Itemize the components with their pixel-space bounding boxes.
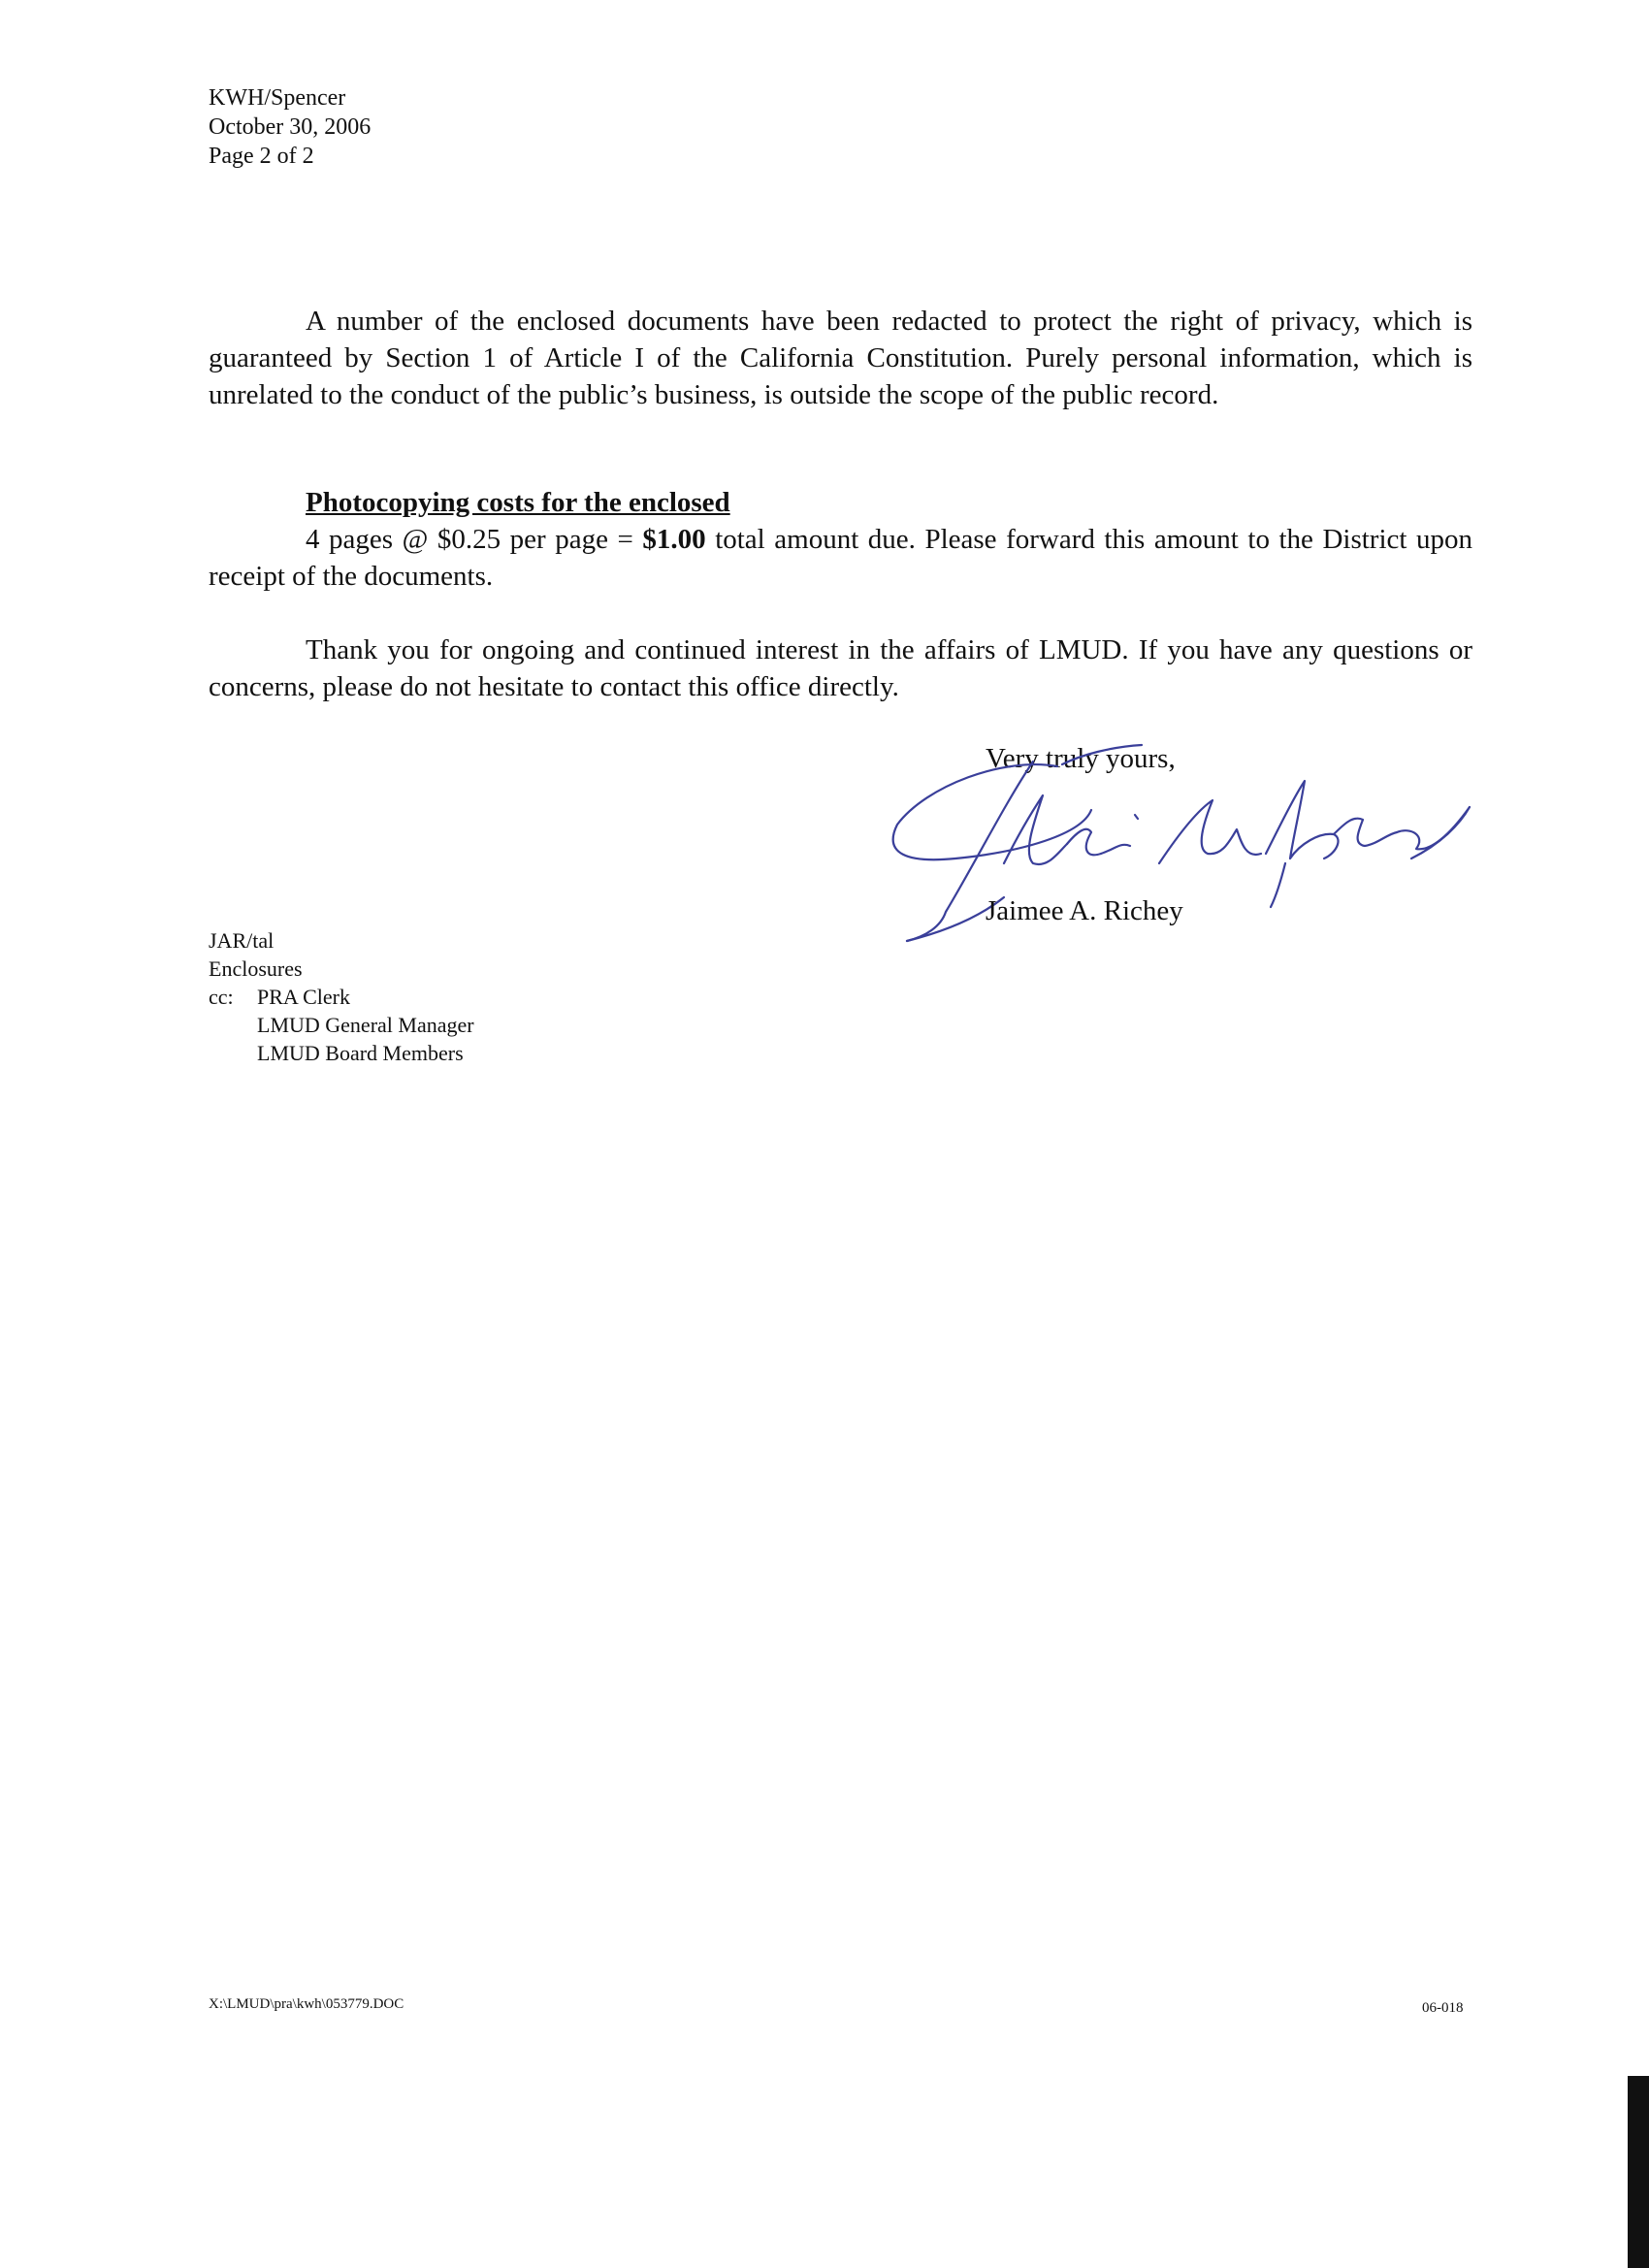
header-date: October 30, 2006 bbox=[209, 114, 372, 140]
photocopy-text-after: total amount due. Please forward this amount to the District upon receipt of the documents. bbox=[209, 524, 1472, 592]
photocopy-text-before: 4 pages @ $0.25 per page = bbox=[306, 524, 643, 555]
footer-document-number: 06-018 bbox=[1422, 2000, 1464, 2016]
letter-notations bbox=[209, 926, 474, 1067]
handwritten-signature bbox=[888, 718, 1489, 960]
cc-recipient-list bbox=[257, 983, 474, 1067]
photocopy-section bbox=[209, 484, 1472, 595]
header-recipient: KWH/Spencer bbox=[209, 85, 346, 111]
letter-header bbox=[209, 83, 371, 171]
cc-recipient: LMUD General Manager bbox=[257, 1013, 474, 1037]
cc-block bbox=[209, 983, 474, 1067]
footer-file-path: X:\LMUD\pra\kwh\053779.DOC bbox=[209, 1996, 404, 2012]
photocopy-heading: Photocopying costs for the enclosed bbox=[306, 487, 730, 518]
scan-edge-shadow bbox=[1628, 2076, 1649, 2268]
closing-salutation: Very truly yours, bbox=[986, 743, 1176, 774]
header-page-number: Page 2 of 2 bbox=[209, 144, 314, 169]
privacy-paragraph: A number of the enclosed documents have been redacted to protect the right of privacy, which is guaranteed by Section 1 of Article I of the California Constitution. Purely personal information, which is unrelated to the conduct of the public’s business, is outside the scope of the public record. bbox=[209, 306, 1472, 410]
enclosures-note: Enclosures bbox=[209, 956, 303, 981]
thank-you-paragraph: Thank you for ongoing and continued interest in the affairs of LMUD. If you have any questions or concerns, please do not hesitate to contact this office directly. bbox=[209, 634, 1472, 702]
typist-initials: JAR/tal bbox=[209, 928, 275, 953]
photocopy-amount: $1.00 bbox=[642, 524, 706, 555]
cc-label: cc: bbox=[209, 985, 234, 1009]
cc-recipient: LMUD Board Members bbox=[257, 1041, 464, 1065]
photocopy-paragraph bbox=[209, 521, 1472, 595]
signer-name: Jaimee A. Richey bbox=[986, 895, 1183, 926]
cc-recipient: PRA Clerk bbox=[257, 985, 350, 1009]
